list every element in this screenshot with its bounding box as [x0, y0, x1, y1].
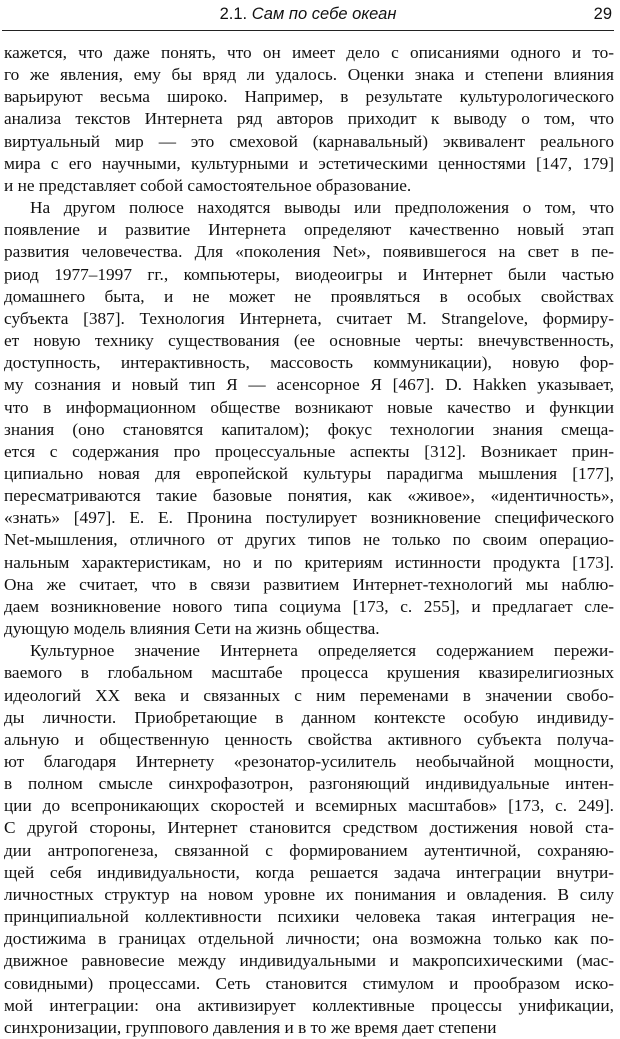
text-line: риод 1977–1997 гг., компьютеры, виодеоигры и Интернет были частью	[4, 264, 614, 284]
text-line: субъекта [387]. Технология Интернета, считает M. Strangelove, формиру-	[4, 308, 614, 328]
text-line: личностных структур на новом уровне их понимания и овладения. В силу	[4, 884, 614, 904]
text-line: виртуальный мир — это смеховой (карнавальный) эквивалент реального	[4, 131, 614, 151]
text-line: му сознания и новый тип Я — асенсорное Я [467]. D. Hakken указывает,	[4, 375, 614, 395]
text-line: дии антропогенеза, связанной с формированием аутентичной, сохраняю-	[4, 840, 614, 860]
paragraph-2	[4, 197, 614, 640]
paragraph-3	[4, 640, 614, 1039]
text-line: Культурное значение Интернета определяется содержанием пережи-	[30, 641, 614, 661]
text-line: варьируют весьма широко. Например, в результате культурологического	[4, 87, 614, 107]
text-line: ципиально новая для европейской культуры парадигма мышления [177],	[4, 463, 614, 483]
text-line: щей себя индивидуальности, когда решается задача интеграции внутри-	[4, 862, 614, 882]
text-line: доступность, интерактивность, массовость коммуникации), новую фор-	[4, 353, 614, 373]
text-line: го же явления, ему бы вряд ли удалось. Оценки знака и степени влияния	[4, 65, 614, 85]
text-line: и не представляет собой самостоятельное образование.	[4, 175, 412, 195]
text-line: домашнего быта, и не может не проявляться в особых свойствах	[4, 286, 614, 306]
text-line: появление и развитие Интернета определяют качественно новый этап	[4, 220, 614, 240]
text-line: движное равновесие между индивидуальными и макропсихическими (мас-	[4, 951, 614, 971]
text-line: С другой стороны, Интернет становится средством достижения новой ста-	[4, 818, 614, 838]
section-number: 2.1.	[219, 5, 248, 23]
text-line: принципиальной коллективности психики человека такая интеграция не-	[4, 907, 614, 927]
text-line: пересматриваются такие базовые понятия, как «живое», «идентичность»,	[4, 486, 614, 506]
section-title	[2, 5, 614, 24]
page-number: 29	[593, 5, 612, 23]
text-line: На другом полюсе находятся выводы или предположения о том, что	[30, 198, 614, 218]
text-line: совидными) процессами. Сеть становится стимулом и прообразом иско-	[4, 973, 614, 993]
text-line: кажется, что даже понять, что он имеет дело с описаниями одного и то-	[4, 43, 614, 62]
text-line: синхронизации, группового давления и в то же время дает степени	[4, 1017, 497, 1037]
text-line: мой интеграции: она активизирует коллективные процессы унификации,	[4, 995, 614, 1015]
text-line: ют благодаря Интернету «резонатор-усилитель необычайной мощности,	[4, 752, 614, 771]
text-line: ции до всепроникающих скоростей и всемирных масштабов» [173, с. 249].	[4, 796, 614, 816]
text-line: развития человечества. Для «поколения Net», появившегося на свет в пе-	[4, 242, 614, 262]
body-text	[4, 42, 614, 1039]
text-line: альную и общественную ценность свойства активного субъекта получа-	[4, 729, 614, 749]
text-line: Она же считает, что в связи развитием Интернет-технологий мы наблю-	[4, 574, 614, 594]
text-line: «знать» [497]. Е. Е. Пронина постулирует возникновение специфического	[4, 508, 614, 528]
text-line: даем возникновение нового типа социума [173, с. 255], и предлагает сле-	[4, 596, 614, 616]
text-line: нальным характеристикам, но и по критериям истинности продукта [173].	[4, 552, 614, 572]
text-line: достижима в границах отдельной личности; она возможна только как по-	[4, 929, 614, 949]
text-line: что в информационном обществе возникают новые качество и функции	[4, 397, 614, 417]
text-line: идеологий XX века и связанных с ним переменами в значении свобо-	[4, 685, 614, 705]
running-head	[2, 0, 614, 31]
text-line: дующую модель влияния Сети на жизнь общества.	[4, 619, 380, 639]
text-line: ется с содержания про процессуальные аспекты [312]. Возникает прин-	[4, 441, 614, 461]
text-line: ет новую технику существования (ее основные черты: внечувственность,	[4, 331, 614, 351]
text-line: ваемого в глобальном масштабе процесса крушения квазирелигиозных	[4, 663, 614, 683]
text-line: мира с его научными, культурными и эстетическими ценностями [147, 179]	[4, 153, 614, 173]
text-line: знания (оно становятся капиталом); фокус технологии знания смеща-	[4, 419, 614, 439]
text-line: Net-мышления, отличного от других типов не только по своим операцио-	[4, 530, 614, 550]
text-line: анализа текстов Интернета ряд авторов приходит к выводу о том, что	[4, 109, 614, 129]
paragraph-1	[4, 42, 614, 197]
section-name: Сам по себе океан	[251, 5, 397, 23]
text-line: ды личности. Приобретающие в данном контексте особую индивиду-	[4, 707, 614, 727]
text-line: в полном смысле синхрофазотрон, разгоняющий индивидуальные интен-	[4, 774, 614, 794]
